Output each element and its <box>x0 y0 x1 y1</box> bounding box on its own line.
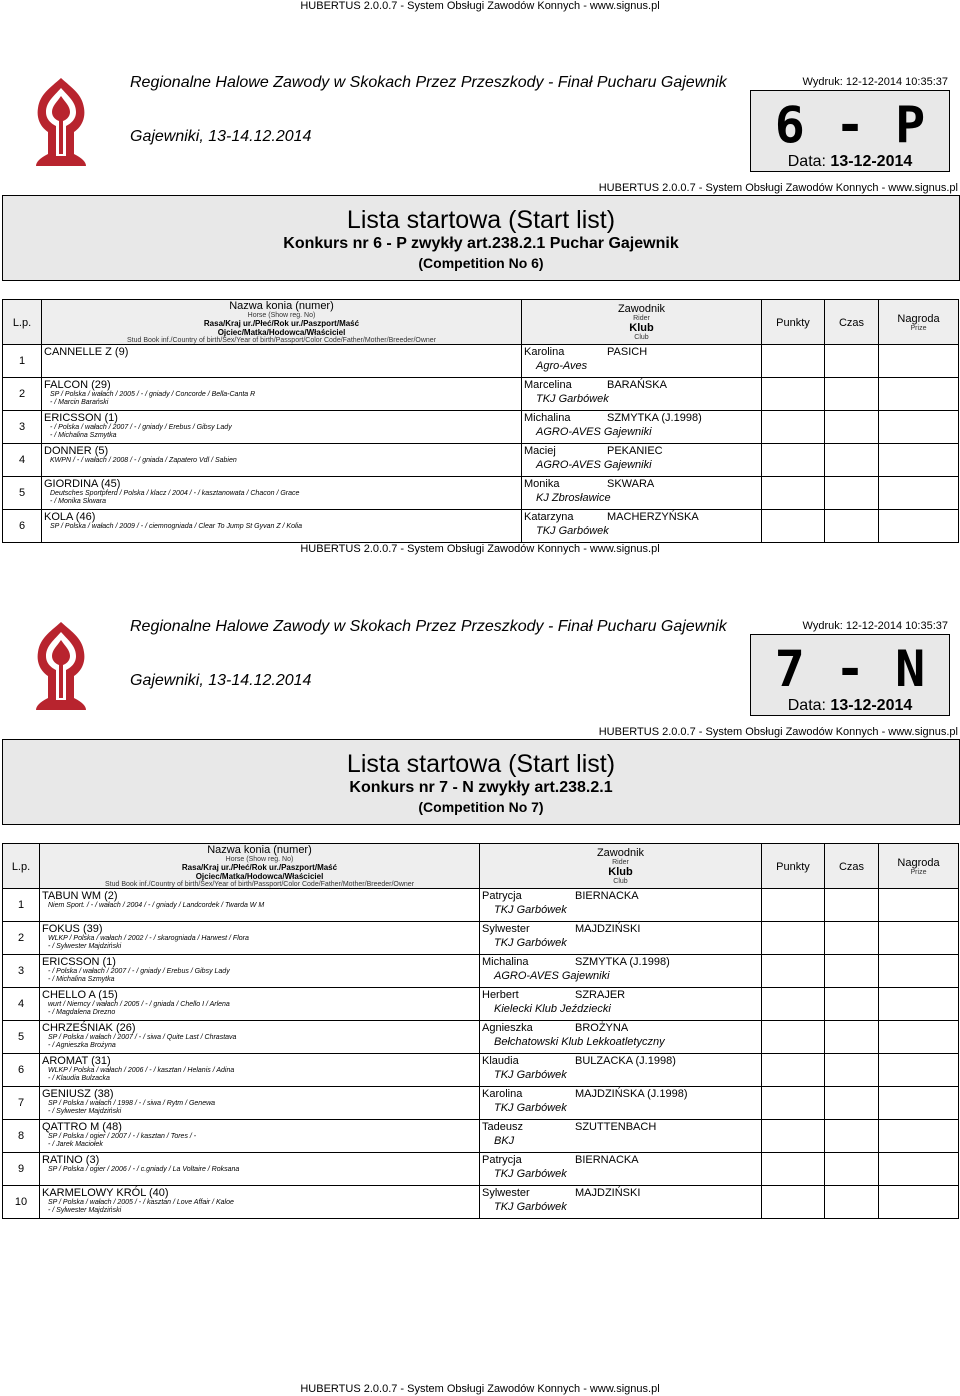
horse-cell <box>40 1186 480 1219</box>
rider-first-name: Michalina <box>482 956 529 968</box>
rider-first-name: Patrycja <box>482 890 522 902</box>
logo-icon <box>30 74 92 170</box>
horse-details: Deutsches Sportpferd / Polska / klacz / 2004 / - / kasztanowata / Chacon / Grace <box>50 490 300 497</box>
prize-cell <box>879 1087 959 1120</box>
table-row <box>3 988 959 1021</box>
time-cell <box>825 988 879 1021</box>
row-lp: 2 <box>3 378 42 411</box>
start-list-table <box>2 299 959 543</box>
points-cell <box>762 955 825 988</box>
horse-name: FOKUS (39) <box>42 923 103 935</box>
horse-details: SP / Polska / wałach / 2009 / - / ciemnogniada / Clear To Jump St Gyvan Z / Kolia <box>50 523 302 530</box>
row-lp: 10 <box>3 1186 40 1219</box>
points-cell <box>762 510 825 543</box>
col-prize: Nagroda Prize <box>879 844 959 889</box>
prize-cell <box>879 889 959 922</box>
points-cell <box>762 1087 825 1120</box>
horse-name: TABUN WM (2) <box>42 890 118 902</box>
horse-details: SP / Polska / wałach / 1998 / - / siwa / Rytm / Genewa <box>48 1100 216 1107</box>
rider-cell <box>522 444 762 477</box>
competition-code-box <box>750 90 950 172</box>
competition-date: Data: 13-12-2014 <box>787 153 913 170</box>
time-cell <box>825 1054 879 1087</box>
points-cell <box>762 1120 825 1153</box>
horse-name: KARMELOWY KRÓL (40) <box>42 1187 169 1199</box>
rider-first-name: Tadeusz <box>482 1121 523 1133</box>
prize-cell <box>879 345 959 378</box>
row-lp: 9 <box>3 1153 40 1186</box>
horse-details: - / Polska / wałach / 2007 / - / gniady / Erebus / Gibsy Lady <box>48 968 230 975</box>
points-cell <box>762 1186 825 1219</box>
horse-name: RATINO (3) <box>42 1154 100 1166</box>
horse-name: FALCON (29) <box>44 379 111 391</box>
rider-club: TKJ Garbówek <box>494 1168 567 1180</box>
horse-cell <box>42 444 522 477</box>
rider-club: AGRO-AVES Gajewniki <box>536 426 652 438</box>
rider-club: TKJ Garbówek <box>494 937 567 949</box>
col-points: Punkty <box>762 300 825 345</box>
rider-club: TKJ Garbówek <box>536 393 609 405</box>
start-list-title-box <box>2 195 960 281</box>
prize-cell <box>879 510 959 543</box>
time-cell <box>825 1120 879 1153</box>
time-cell <box>825 411 879 444</box>
horse-details: SP / Polska / wałach / 2005 / - / gniady / Concorde / Bella-Canta R <box>50 391 256 398</box>
col-rider: Zawodnik Rider Klub Club <box>522 300 762 345</box>
rider-club: TKJ Garbówek <box>494 1102 567 1114</box>
rider-first-name: Marcelina <box>524 379 572 391</box>
horse-name: DONNER (5) <box>44 445 109 457</box>
rider-cell <box>480 1186 762 1219</box>
rider-first-name: Sylwester <box>482 1187 530 1199</box>
rider-club: KJ Zbrosławice <box>536 492 611 504</box>
horse-cell <box>40 1021 480 1054</box>
table-row <box>3 1087 959 1120</box>
time-cell <box>825 889 879 922</box>
col-lp: L.p. <box>3 844 40 889</box>
points-cell <box>762 1054 825 1087</box>
horse-owner: - / Magdalena Drezno <box>48 1009 116 1016</box>
col-horse: Nazwa konia (numer) Horse (Show reg. No) Rasa/Kraj ur./Płeć/Rok ur./Paszport/Maść Ojciec/Matka/Hodowca/Właściciel Stud Book inf./Country of birth/Sex/Year of birth/Passport/Color Code/Father/Mother/Breeder/Owner <box>40 844 480 889</box>
table-row <box>3 411 959 444</box>
time-cell <box>825 922 879 955</box>
logo-icon <box>30 618 92 714</box>
rider-last-name: SKWARA <box>607 478 655 490</box>
table-row <box>3 510 959 543</box>
row-lp: 6 <box>3 1054 40 1087</box>
rider-last-name: MACHERZYŃSKA <box>607 511 699 523</box>
horse-details: WLKP / Polska / wałach / 2002 / - / skarogniada / Harwest / Flora <box>48 935 249 942</box>
rider-cell <box>480 1120 762 1153</box>
table-row <box>3 1120 959 1153</box>
rider-cell <box>480 1087 762 1120</box>
horse-cell <box>40 1120 480 1153</box>
row-lp: 3 <box>3 955 40 988</box>
rider-first-name: Karolina <box>524 346 565 358</box>
table-row <box>3 889 959 922</box>
time-cell <box>825 1087 879 1120</box>
row-lp: 3 <box>3 411 42 444</box>
table-row <box>3 955 959 988</box>
rider-club: BKJ <box>494 1135 515 1147</box>
horse-cell <box>42 345 522 378</box>
system-line: HUBERTUS 2.0.0.7 - System Obsługi Zawodów Konnych - www.signus.pl <box>598 726 958 738</box>
time-cell <box>825 1186 879 1219</box>
horse-owner: - / Klaudia Bulzacka <box>48 1075 110 1082</box>
table-row <box>3 477 959 510</box>
rider-first-name: Patrycja <box>482 1154 522 1166</box>
list-title: Lista startowa (Start list) <box>346 206 616 234</box>
horse-details: SP / Polska / wałach / 2005 / - / kasztan / Love Affair / Kaloe <box>48 1199 234 1206</box>
rider-last-name: PASICH <box>607 346 648 358</box>
print-timestamp: Wydruk: 12-12-2014 10:35:37 <box>802 620 948 632</box>
rider-first-name: Klaudia <box>482 1055 519 1067</box>
points-cell <box>762 411 825 444</box>
table-header <box>3 300 959 345</box>
rider-last-name: BULZACKA (J.1998) <box>575 1055 676 1067</box>
horse-owner: - / Sylwester Majdziński <box>48 1207 122 1214</box>
competition-number: (Competition No 6) <box>418 255 544 271</box>
time-cell <box>825 477 879 510</box>
row-lp: 2 <box>3 922 40 955</box>
points-cell <box>762 378 825 411</box>
rider-cell <box>480 955 762 988</box>
rider-first-name: Sylwester <box>482 923 530 935</box>
horse-details: Niem Sport. / - / wałach / 2004 / - / gniady / Landcordek / Twarda W M <box>48 902 265 909</box>
prize-cell <box>879 477 959 510</box>
points-cell <box>762 1021 825 1054</box>
table-body <box>3 345 959 543</box>
time-cell <box>825 1153 879 1186</box>
rider-club: TKJ Garbówek <box>494 1201 567 1213</box>
rider-club: Kielecki Klub Jeździecki <box>494 1003 611 1015</box>
table-header <box>3 844 959 889</box>
prize-cell <box>879 444 959 477</box>
table-row <box>3 444 959 477</box>
horse-cell <box>42 477 522 510</box>
row-lp: 8 <box>3 1120 40 1153</box>
prize-cell <box>879 1054 959 1087</box>
row-lp: 4 <box>3 988 40 1021</box>
horse-owner: - / Marcin Barański <box>50 399 109 406</box>
competition-subtitle: Konkurs nr 7 - N zwykły art.238.2.1 <box>349 779 613 796</box>
rider-club: Agro-Aves <box>536 360 588 372</box>
system-line-top: HUBERTUS 2.0.0.7 - System Obsługi Zawodów Konnych - www.signus.pl <box>300 0 660 12</box>
horse-cell <box>40 988 480 1021</box>
rider-cell <box>480 922 762 955</box>
time-cell <box>825 444 879 477</box>
start-list-title-box <box>2 739 960 825</box>
rider-last-name: BROŻYNA <box>575 1022 629 1034</box>
rider-club: Bełchatowski Klub Lekkoatletyczny <box>494 1036 665 1048</box>
prize-cell <box>879 1021 959 1054</box>
points-cell <box>762 889 825 922</box>
horse-details: SP / Polska / wałach / 2007 / - / siwa / Quite Last / Chrastava <box>48 1034 237 1041</box>
prize-cell <box>879 922 959 955</box>
horse-owner: - / Jarek Maciołek <box>48 1141 103 1148</box>
horse-cell <box>40 922 480 955</box>
competition-number: (Competition No 7) <box>418 799 544 815</box>
col-points: Punkty <box>762 844 825 889</box>
horse-owner: - / Michalina Szmytka <box>50 432 117 439</box>
horse-details: - / Polska / wałach / 2007 / - / gniady / Erebus / Gibsy Lady <box>50 424 232 431</box>
print-timestamp: Wydruk: 12-12-2014 10:35:37 <box>802 76 948 88</box>
horse-cell <box>40 1153 480 1186</box>
col-horse: Nazwa konia (numer) Horse (Show reg. No) Rasa/Kraj ur./Płeć/Rok ur./Paszport/Maść Ojciec/Matka/Hodowca/Właściciel Stud Book inf./Country of birth/Sex/Year of birth/Passport/Color Code/Father/Mother/Breeder/Owner <box>42 300 522 345</box>
rider-last-name: PEKANIEC <box>607 445 663 457</box>
col-lp: L.p. <box>3 300 42 345</box>
horse-cell <box>40 889 480 922</box>
rider-first-name: Maciej <box>524 445 556 457</box>
horse-details: WLKP / Polska / wałach / 2006 / - / kasztan / Helanis / Adina <box>48 1067 235 1074</box>
row-lp: 5 <box>3 1021 40 1054</box>
col-rider: Zawodnik Rider Klub Club <box>480 844 762 889</box>
rider-club: AGRO-AVES Gajewniki <box>536 459 652 471</box>
horse-name: GENIUSZ (38) <box>42 1088 114 1100</box>
horse-name: ERICSSON (1) <box>42 956 116 968</box>
rider-cell <box>522 378 762 411</box>
table-row <box>3 922 959 955</box>
horse-owner: - / Monika Skwara <box>50 498 107 505</box>
points-cell <box>762 345 825 378</box>
rider-last-name: MAJDZIŃSKA (J.1998) <box>575 1088 688 1100</box>
rider-last-name: SZMYTKA (J.1998) <box>607 412 702 424</box>
col-time: Czas <box>825 844 879 889</box>
horse-name: KOLA (46) <box>44 511 96 523</box>
event-title: Regionalne Halowe Zawody w Skokach Przez Przeszkody - Finał Pucharu Gajewnik <box>130 618 727 635</box>
rider-last-name: MAJDZIŃSKI <box>575 923 641 935</box>
rider-cell <box>480 1021 762 1054</box>
row-lp: 1 <box>3 889 40 922</box>
points-cell <box>762 1153 825 1186</box>
rider-last-name: SZUTTENBACH <box>575 1121 657 1133</box>
competition-subtitle: Konkurs nr 6 - P zwykły art.238.2.1 Puchar Gajewnik <box>283 235 679 252</box>
rider-last-name: BARAŃSKA <box>607 379 667 391</box>
rider-club: TKJ Garbówek <box>536 525 609 537</box>
table-body <box>3 889 959 1219</box>
horse-cell <box>42 411 522 444</box>
time-cell <box>825 345 879 378</box>
prize-cell <box>879 378 959 411</box>
rider-first-name: Herbert <box>482 989 519 1001</box>
rider-last-name: SZMYTKA (J.1998) <box>575 956 670 968</box>
event-place-date: Gajewniki, 13-14.12.2014 <box>130 672 312 689</box>
table-row <box>3 1153 959 1186</box>
rider-cell <box>480 1153 762 1186</box>
rider-last-name: SZRAJER <box>575 989 626 1001</box>
rider-club: AGRO-AVES Gajewniki <box>494 970 610 982</box>
horse-name: QATTRO M (48) <box>42 1121 122 1133</box>
competition-code: 6 - P <box>774 96 926 154</box>
horse-details: SP / Polska / ogier / 2007 / - / kasztan / Tores / - <box>48 1133 197 1140</box>
row-lp: 7 <box>3 1087 40 1120</box>
competition-code-box <box>750 634 950 716</box>
horse-owner: - / Agnieszka Brożyna <box>48 1042 116 1049</box>
row-lp: 4 <box>3 444 42 477</box>
system-line: HUBERTUS 2.0.0.7 - System Obsługi Zawodów Konnych - www.signus.pl <box>598 182 958 194</box>
competition-date: Data: 13-12-2014 <box>787 697 913 714</box>
horse-cell <box>42 510 522 543</box>
row-lp: 6 <box>3 510 42 543</box>
rider-last-name: BIERNACKA <box>575 1154 639 1166</box>
prize-cell <box>879 1153 959 1186</box>
col-time: Czas <box>825 300 879 345</box>
points-cell <box>762 988 825 1021</box>
horse-name: CANNELLE Z (9) <box>44 346 129 358</box>
competition-code: 7 - N <box>774 640 926 698</box>
rider-cell <box>522 510 762 543</box>
event-title: Regionalne Halowe Zawody w Skokach Przez Przeszkody - Finał Pucharu Gajewnik <box>130 74 727 91</box>
rider-cell <box>522 477 762 510</box>
rider-last-name: BIERNACKA <box>575 890 639 902</box>
system-line-bottom-2: HUBERTUS 2.0.0.7 - System Obsługi Zawodów Konnych - www.signus.pl <box>300 1383 660 1395</box>
rider-first-name: Agnieszka <box>482 1022 533 1034</box>
prize-cell <box>879 411 959 444</box>
table-row <box>3 345 959 378</box>
horse-owner: - / Sylwester Majdziński <box>48 943 122 950</box>
time-cell <box>825 378 879 411</box>
rider-first-name: Karolina <box>482 1088 523 1100</box>
rider-club: TKJ Garbówek <box>494 1069 567 1081</box>
horse-name: CHRZEŚNIAK (26) <box>42 1022 136 1034</box>
table-row <box>3 378 959 411</box>
horse-details: SP / Polska / ogier / 2006 / - / c.gniady / La Voltaire / Roksana <box>48 1166 240 1173</box>
points-cell <box>762 922 825 955</box>
table-row <box>3 1054 959 1087</box>
prize-cell <box>879 988 959 1021</box>
row-lp: 5 <box>3 477 42 510</box>
horse-cell <box>40 1087 480 1120</box>
horse-cell <box>40 955 480 988</box>
prize-cell <box>879 955 959 988</box>
rider-cell <box>522 345 762 378</box>
col-prize: Nagroda Prize <box>879 300 959 345</box>
rider-first-name: Katarzyna <box>524 511 574 523</box>
event-place-date: Gajewniki, 13-14.12.2014 <box>130 128 312 145</box>
horse-cell <box>40 1054 480 1087</box>
prize-cell <box>879 1186 959 1219</box>
horse-details: wurt / Niemcy / wałach / 2005 / - / gniada / Chello I / Arlena <box>48 1001 230 1008</box>
horse-owner: - / Sylwester Majdziński <box>48 1108 122 1115</box>
horse-details: KWPN / - / wałach / 2008 / - / gniada / Zapatero Vdl / Sabien <box>50 457 237 464</box>
prize-cell <box>879 1120 959 1153</box>
horse-name: AROMAT (31) <box>42 1055 111 1067</box>
rider-cell <box>480 889 762 922</box>
time-cell <box>825 1021 879 1054</box>
horse-name: CHELLO A (15) <box>42 989 118 1001</box>
start-list-table <box>2 843 959 1219</box>
rider-first-name: Michalina <box>524 412 571 424</box>
rider-cell <box>480 988 762 1021</box>
row-lp: 1 <box>3 345 42 378</box>
list-title: Lista startowa (Start list) <box>346 750 616 778</box>
table-row <box>3 1021 959 1054</box>
rider-last-name: MAJDZIŃSKI <box>575 1187 641 1199</box>
time-cell <box>825 955 879 988</box>
rider-first-name: Monika <box>524 478 560 490</box>
horse-owner: - / Michalina Szmytka <box>48 976 115 983</box>
horse-cell <box>42 378 522 411</box>
time-cell <box>825 510 879 543</box>
rider-club: TKJ Garbówek <box>494 904 567 916</box>
table-row <box>3 1186 959 1219</box>
rider-cell <box>480 1054 762 1087</box>
rider-cell <box>522 411 762 444</box>
points-cell <box>762 444 825 477</box>
points-cell <box>762 477 825 510</box>
horse-name: GIORDINA (45) <box>44 478 121 490</box>
system-line-bottom-1: HUBERTUS 2.0.0.7 - System Obsługi Zawodów Konnych - www.signus.pl <box>300 543 660 555</box>
horse-name: ERICSSON (1) <box>44 412 118 424</box>
